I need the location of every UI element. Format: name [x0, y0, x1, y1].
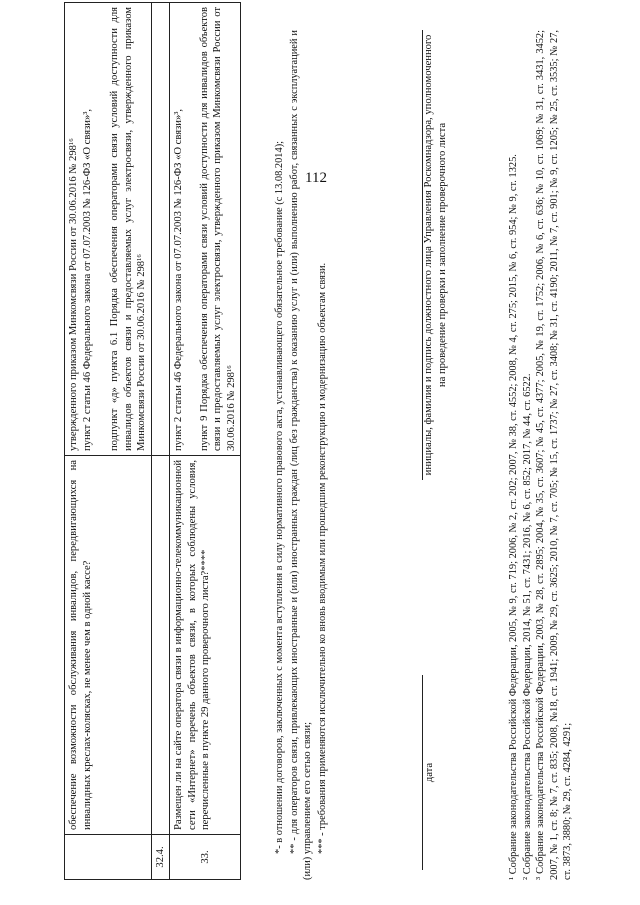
- footnote-item: ¹ Собрание законодательства Российской Федерации, 2005, № 9, ст. 719; 2006, № 2, ст. 202; 2007, № 38, ст. 4552; 2008, № 4, ст. 275; 2015, № 6, ст. 954; № 9, ст. 1325.: [508, 154, 519, 880]
- notes-section: [273, 30, 330, 880]
- page-number: 112: [305, 170, 327, 186]
- date-line: [422, 675, 423, 870]
- reference-text: утвержденного приказом Минкомсвязи России от 30.06.2016 № 298¹⁶: [68, 138, 79, 451]
- reference-text: подпункт «д» пункта 6.1 Порядка обеспечения операторами связи условий доступности для инвалидов объектов связи и предоставляемых услуг электросвязи, утвержденного приказом Минкомсвязи России от 30.06.2016 № 298¹⁶: [109, 7, 148, 451]
- reference-text: пункт 9 Порядка обеспечения операторами связи условий доступности для инвалидов объектов связи и предоставляемых услуг электросвязи, утвержденного приказом Минкомсвязи России от 30.06.2016 № 298¹⁶: [198, 7, 237, 451]
- table-row: [151, 3, 170, 880]
- footnotes-section: [507, 30, 575, 880]
- table-row: [170, 3, 241, 880]
- note-item: *** - требования применяются исключительно ко вновь вводимым или прошедшим реконструкцию и модернизацию объектам связи.: [316, 262, 328, 854]
- table-cell-question: обеспечение возможности обслуживания инвалидов, передвигающихся на инвалидных креслах-колясках, не менее чем в одной кассе?: [65, 456, 152, 835]
- signer-label: инициалы, фамилия и подпись должностного лица Управления Роскомнадзора, уполномоченного на проведение проверки и заполнение проверочного листа: [423, 34, 448, 476]
- footnote-item: ² Собрание законодательства Российской Федерации, 2014, № 51, ст. 7431; 2016, № 6, ст. 852; 2017, № 44, ст. 6522.: [521, 373, 533, 880]
- footnote-item: ³ Собрание законодательства Российской Федерации, 2003, № 28, ст. 2895; 2004, № 35, ст. 3607; № 45, ст. 4377; 2005, № 19, ст. 1752; 2006, № 6, ст. 636; № 10, ст. 1069; № 31, ст. 3431, 3452; 2007, № 1, ст. 8; № 7, ст. 835; 2008, №18, ст. 1941; 2009, № 29, ст. 3625; 2010, № 7, ст. 705; № 15, ст. 1737; № 27, ст. 3408; № 31, ст. 4190; 2011, № 7, ст. 901; № 9, ст. 1205; № 25, ст. 3535; № 27, ст. 3873, 3880; № 29, ст. 4284, 4291;: [535, 30, 574, 880]
- reference-text: пункт 2 статьи 46 Федерального закона от 07.07.2003 № 126-ФЗ «О связи»³,: [173, 108, 185, 451]
- signature-block: [365, 30, 495, 880]
- table-cell-number: [65, 835, 152, 880]
- table-cell-number: 32.4.: [151, 835, 170, 880]
- reference-text: пункт 2 статьи 46 Федерального закона от 07.07.2003 № 126-ФЗ «О связи»³,: [81, 108, 93, 451]
- table-cell-references: [65, 3, 152, 456]
- table-cell-question: [151, 456, 170, 835]
- date-label: дата: [424, 762, 435, 783]
- table-cell-references: [151, 3, 170, 456]
- checklist-table: [64, 2, 241, 880]
- table-cell-references: [170, 3, 241, 456]
- table-row: [65, 3, 152, 880]
- table-cell-question: Размещен ли на сайте оператора связи в информационно-телекоммуникационной сети «Интернет» перечень объектов связи, в которых соблюдены условия, перечисленные в пункте 29 данного проверочного листа?****: [170, 456, 241, 835]
- note-item: ** - для операторов связи, привлекающих иностранные и (или) иностранных граждан (лиц без гражданства) к оказанию услуг и (или) выполнению работ, связанных с эксплуатацией и (или) управлением его сетью связи;: [288, 30, 314, 880]
- table-cell-number: 33.: [170, 835, 241, 880]
- note-item: *- в отношении договоров, заключенных с момента вступления в силу нормативного правового акта, устанавливающего обязательное требование (с 13.08.2014);: [274, 140, 285, 854]
- rotated-page-content: [20, 7, 620, 880]
